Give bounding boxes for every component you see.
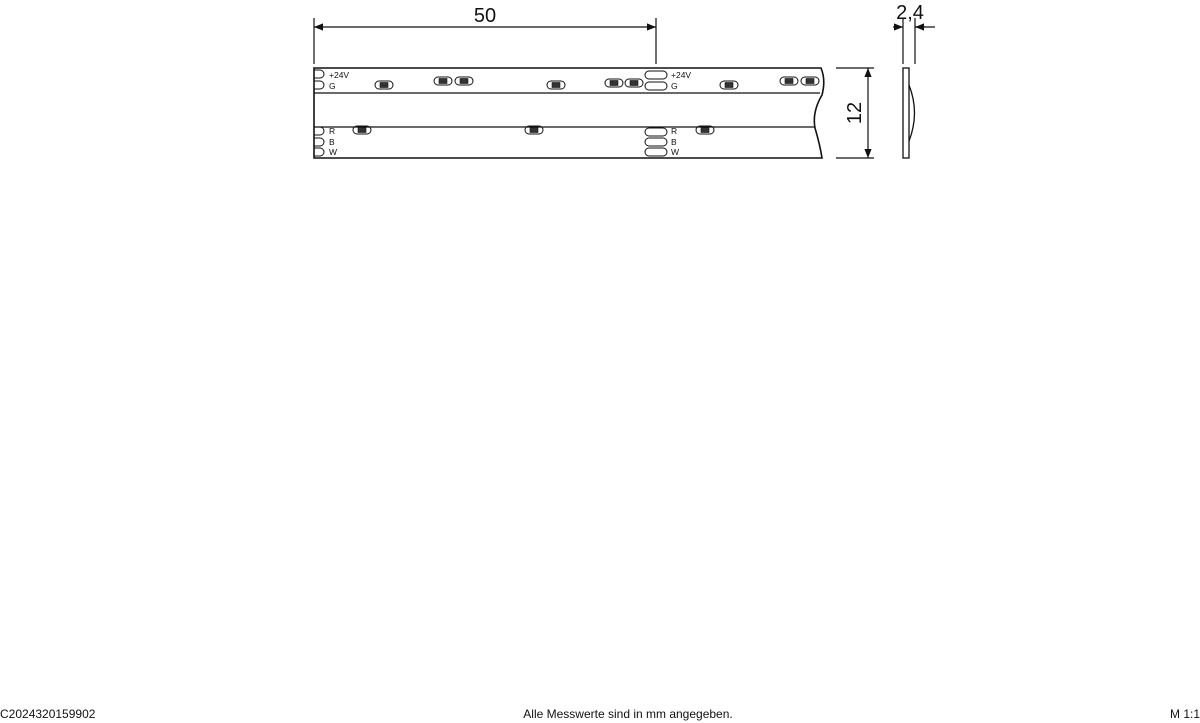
pad-label-middle: R bbox=[671, 126, 678, 136]
led-chip bbox=[720, 81, 738, 89]
dimension-length-label: 50 bbox=[473, 5, 497, 27]
pad-label-middle: W bbox=[671, 147, 680, 157]
pad-label-left: W bbox=[329, 147, 338, 157]
led-chip bbox=[625, 79, 643, 87]
pad-label-middle: +24V bbox=[671, 70, 692, 80]
pad-label-left: R bbox=[329, 126, 336, 136]
dimension-thickness bbox=[893, 18, 935, 64]
pad-label-left: G bbox=[329, 81, 336, 91]
led-chip bbox=[605, 79, 623, 87]
pad-label-middle: G bbox=[671, 81, 678, 91]
pad-label-middle: B bbox=[671, 137, 677, 147]
pad-labels-left bbox=[329, 70, 349, 157]
scale-label: M 1:1 bbox=[1169, 707, 1200, 721]
led-chip bbox=[547, 81, 565, 89]
pad-label-left: +24V bbox=[329, 70, 350, 80]
dimension-width-label: 12 bbox=[844, 101, 866, 125]
solder-pads-left bbox=[314, 70, 324, 156]
article-number: C2024320159902 bbox=[0, 707, 96, 721]
led-chip bbox=[780, 77, 798, 85]
led-chip bbox=[801, 77, 819, 85]
measurement-note: Alle Messwerte sind in mm angegeben. bbox=[523, 707, 733, 721]
led-chip bbox=[434, 77, 452, 85]
led-chip bbox=[375, 81, 393, 89]
led-chip bbox=[455, 77, 473, 85]
pad-label-left: B bbox=[329, 137, 335, 147]
solder-pads-middle bbox=[645, 71, 667, 156]
dimension-thickness-label: 2,4 bbox=[896, 2, 924, 24]
led-components bbox=[353, 77, 819, 134]
strip-side-view bbox=[903, 68, 915, 158]
pad-labels-middle bbox=[671, 70, 691, 157]
